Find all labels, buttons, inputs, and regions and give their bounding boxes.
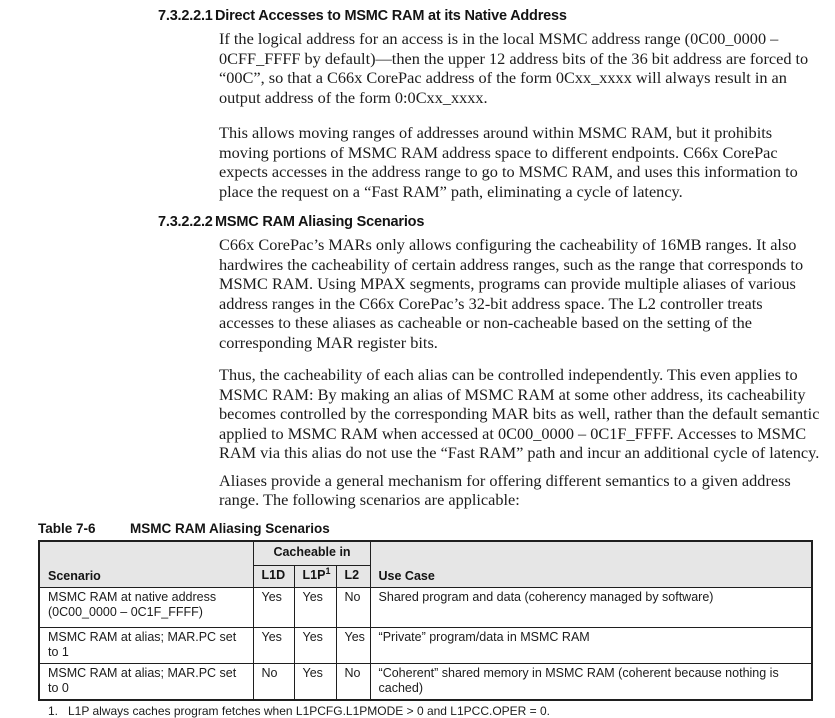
- footnote-marker: 1.: [48, 703, 59, 718]
- cell-l1p: Yes: [294, 587, 336, 627]
- section-heading-direct-accesses: [158, 7, 835, 25]
- section-heading-aliasing-scenarios: [158, 213, 835, 231]
- body-paragraph: This allows moving ranges of addresses around within MSMC RAM, but it prohibits moving portions of MSMC RAM address space to different endpoints. C66x CorePac expects accesses in the address range to go to MSMC RAM, and uses this information to place the request on a “Fast RAM” path, eliminating a cycle of latency.: [219, 123, 798, 201]
- body-paragraph: Thus, the cacheability of each alias can be controlled independently. This even applies to MSMC RAM: By making an alias of MSMC RAM at some other address, its cacheability becomes controlled by the corresponding MAR bits as well, rather than the default semantic applied to MSMC RAM when accessed at 0C00_0000 – 0C1F_FFFF. Accesses to MSMC RAM via this alias do not use the “Fast RAM” path and incur an additional cycle of latency.: [219, 365, 820, 462]
- column-header-use-case: Use Case: [370, 541, 812, 588]
- cell-scenario: MSMC RAM at alias; MAR.PC set to 1: [39, 627, 253, 663]
- column-header-l1p: [294, 565, 336, 587]
- table-row: [39, 587, 812, 627]
- cell-l2: Yes: [336, 627, 370, 663]
- section-title: MSMC RAM Aliasing Scenarios: [215, 214, 425, 230]
- column-group-header-cacheable-in: Cacheable in: [253, 541, 370, 566]
- table-footnote: [48, 704, 835, 718]
- cell-l2: No: [336, 587, 370, 627]
- column-header-l2: L2: [336, 565, 370, 587]
- cell-use-case: “Private” program/data in MSMC RAM: [370, 627, 812, 663]
- cell-l1p: Yes: [294, 663, 336, 700]
- cell-l1d: Yes: [253, 627, 294, 663]
- cell-l1d: Yes: [253, 587, 294, 627]
- l1p-footnote-reference: 1: [325, 565, 331, 576]
- l1p-label: L1P: [302, 568, 326, 582]
- cell-scenario: MSMC RAM at native address (0C00_0000 – 0C1F_FFFF): [39, 587, 253, 627]
- column-header-l1d: L1D: [253, 565, 294, 587]
- cell-l2: No: [336, 663, 370, 700]
- table-row: [39, 627, 812, 663]
- body-paragraph: C66x CorePac’s MARs only allows configuring the cacheability of 16MB ranges. It also hardwires the cacheability of certain address ranges, such as the range that corresponds to MSMC RAM. Using MPAX segments, programs can provide multiple aliases of various address ranges in the C66x CorePac’s 32-bit address space. The L2 controller treats accesses to these aliases as cacheable or non-cacheable based on the setting of the corresponding MAR register bits.: [219, 235, 804, 352]
- cell-l1p: Yes: [294, 627, 336, 663]
- section-title: Direct Accesses to MSMC RAM at its Native Address: [215, 8, 567, 24]
- section-number: 7.3.2.2.1: [158, 8, 213, 24]
- table-caption-title: MSMC RAM Aliasing Scenarios: [130, 520, 330, 536]
- table-row: [39, 663, 812, 700]
- cell-l1d: No: [253, 663, 294, 700]
- cell-use-case: “Coherent” shared memory in MSMC RAM (coherent because nothing is cached): [370, 663, 812, 700]
- cell-use-case: Shared program and data (coherency managed by software): [370, 587, 812, 627]
- table-caption-label: Table 7-6: [38, 520, 96, 536]
- body-paragraph: Aliases provide a general mechanism for offering different semantics to a given address range. The following scenarios are applicable:: [219, 470, 791, 509]
- document-page: [0, 7, 835, 718]
- footnote-text: L1P always caches program fetches when L1PCFG.L1PMODE > 0 and L1PCC.OPER = 0.: [68, 703, 551, 718]
- section-number: 7.3.2.2.2: [158, 214, 213, 230]
- body-paragraph: If the logical address for an access is in the local MSMC address range (0C00_0000 – 0CFF_FFFF by default)—then the upper 12 address bits of the 36 bit address are forced to “00C”, so that a C66x CorePac address of the form 0Cxx_xxxx will always result in an output address of the form 0:0Cxx_xxxx.: [219, 29, 809, 107]
- table-header-group-row: [39, 541, 812, 566]
- cell-scenario: MSMC RAM at alias; MAR.PC set to 0: [39, 663, 253, 700]
- table-caption: [38, 521, 835, 537]
- column-header-scenario: Scenario: [39, 541, 253, 588]
- msmc-ram-aliasing-table: [38, 540, 813, 701]
